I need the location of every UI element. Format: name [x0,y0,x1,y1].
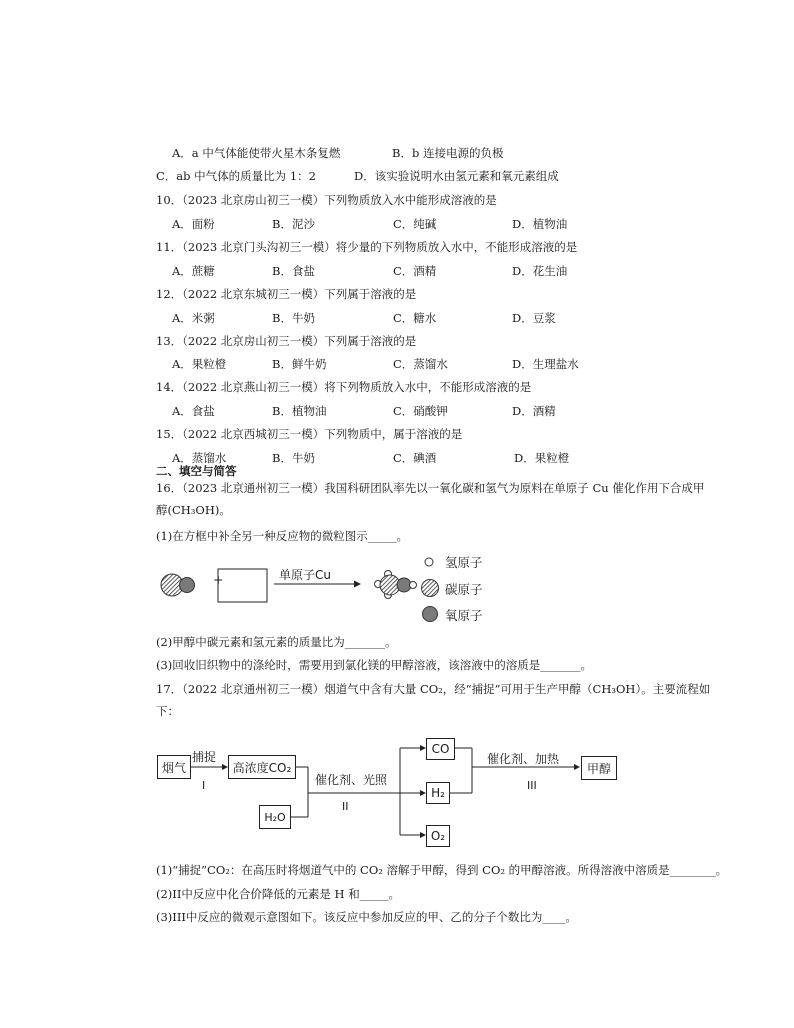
catalyst-heat-label: 催化剂、加热 [487,752,560,766]
hydrogen-atom-icon [425,558,433,566]
q10-option-c: C．纯碱 [393,217,437,231]
step-1-label: I [202,779,206,792]
q17-stem-line2: 下： [156,704,179,718]
q9-option-d: D．该实验说明水由氢元素和氧元素组成 [354,169,559,183]
q9-option-b: B．b 连接电源的负极 [392,146,504,160]
o2-box: O₂ [426,825,450,847]
q14-option-b: B．植物油 [272,404,327,418]
q13-option-a: A．果粒橙 [172,357,227,371]
q13-option-d: D．生理盐水 [512,357,579,371]
oxygen-atom-icon [423,607,438,622]
q11-option-b: B．食盐 [272,264,315,278]
q16-plus-sign: + [213,572,224,587]
q16-arrow-label: 单原子Cu [279,568,331,582]
q17-part2: (2)II中反应中化合价降低的元素是 H 和_____。 [156,887,400,901]
q13-stem: 13．（2022 北京房山初三一模）下列属于溶液的是 [156,334,417,348]
q9-option-a: A．a 中气体能使带火星木条复燃 [172,146,341,160]
q16-stem-line1: 16．（2023 北京通州初三一模）我国科研团队率先以一氧化碳和氢气为原料在单原子 Cu 催化作用下合成甲 [156,481,705,495]
q12-option-d: D．豆浆 [512,311,556,325]
h2-box: H₂ [426,782,450,804]
q12-stem: 12．（2022 北京东城初三一模）下列属于溶液的是 [156,287,417,301]
flue-gas-box: 烟气 [157,755,191,779]
q15-option-b: B．牛奶 [272,451,315,465]
q17-stem-line1: 17．（2022 北京通州初三一模）烟道气中含有大量 CO₂，经“捕捉”可用于生产甲醇（CH₃OH）。主要流程如 [156,682,711,696]
q12-option-a: A．米粥 [172,311,215,325]
q14-stem: 14．（2022 北京燕山初三一模）将下列物质放入水中，不能形成溶液的是 [156,380,532,394]
section-heading: 二、填空与简答 [156,464,237,478]
legend-hydrogen-label: 氢原子 [445,555,483,570]
capture-label: 捕捉 [192,750,217,764]
legend-oxygen-label: 氧原子 [445,608,483,623]
q9-option-c: C．ab 中气体的质量比为 1：2 [156,169,316,183]
q17-part3: (3)III中反应的微观示意图如下。该反应中参加反应的甲、乙的分子个数比为____。 [156,910,577,924]
q11-stem: 11．（2023 北京门头沟初三一模）将少量的下列物质放入水中，不能形成溶液的是 [156,240,578,254]
co-box: CO [426,738,455,760]
carbon-atom-icon [422,580,439,597]
step-2-label: II [342,800,349,813]
q15-option-c: C．碘酒 [393,451,437,465]
q16-stem-line2: 醇(CH₃OH)。 [156,503,231,517]
q14-option-c: C．硝酸钾 [393,404,448,418]
q16-part1: (1)在方框中补全另一种反应物的微粒图示_____。 [156,529,409,543]
q15-option-d: D．果粒橙 [514,451,570,465]
q14-option-a: A．食盐 [172,404,215,418]
catalyst-light-label: 催化剂、光照 [315,773,388,787]
methanol-molecule-icon [375,571,417,599]
step-3-label: III [527,779,537,792]
q13-option-b: B．鲜牛奶 [272,357,327,371]
h2o-box: H₂O [259,805,291,829]
q10-option-a: A．面粉 [172,217,215,231]
q10-stem: 10．（2023 北京房山初三一模）下列物质放入水中能形成溶液的是 [156,193,497,207]
q16-part3: (3)回收旧织物中的涤纶时，需要用到氯化镁的甲醇溶液，该溶液中的溶质是_______。 [156,658,593,672]
q14-option-d: D．酒精 [512,404,556,418]
legend-carbon-label: 碳原子 [445,582,483,597]
q12-option-b: B．牛奶 [272,311,315,325]
q15-option-a: A．蒸馏水 [172,451,227,465]
q15-stem: 15．（2022 北京西城初三一模）下列物质中，属于溶液的是 [156,427,463,441]
co2-box: 高浓度CO₂ [228,755,296,779]
q13-option-c: C．蒸馏水 [393,357,448,371]
answer-box [218,569,267,602]
q12-option-c: C．糖水 [393,311,437,325]
q11-option-c: C．酒精 [393,264,437,278]
co-molecule-icon [161,574,195,596]
q11-option-a: A．蔗糖 [172,264,215,278]
q17-part1: (1)“捕捉”CO₂：在高压时将烟道气中的 CO₂ 溶解于甲醇，得到 CO₂ 的甲醇溶液。所得溶液中溶质是________。 [156,863,728,877]
q11-option-d: D．花生油 [512,264,568,278]
q16-part2: (2)甲醇中碳元素和氢元素的质量比为_______。 [156,635,397,649]
q10-option-b: B．泥沙 [272,217,315,231]
q10-option-d: D．植物油 [512,217,568,231]
methanol-box: 甲醇 [581,756,617,780]
